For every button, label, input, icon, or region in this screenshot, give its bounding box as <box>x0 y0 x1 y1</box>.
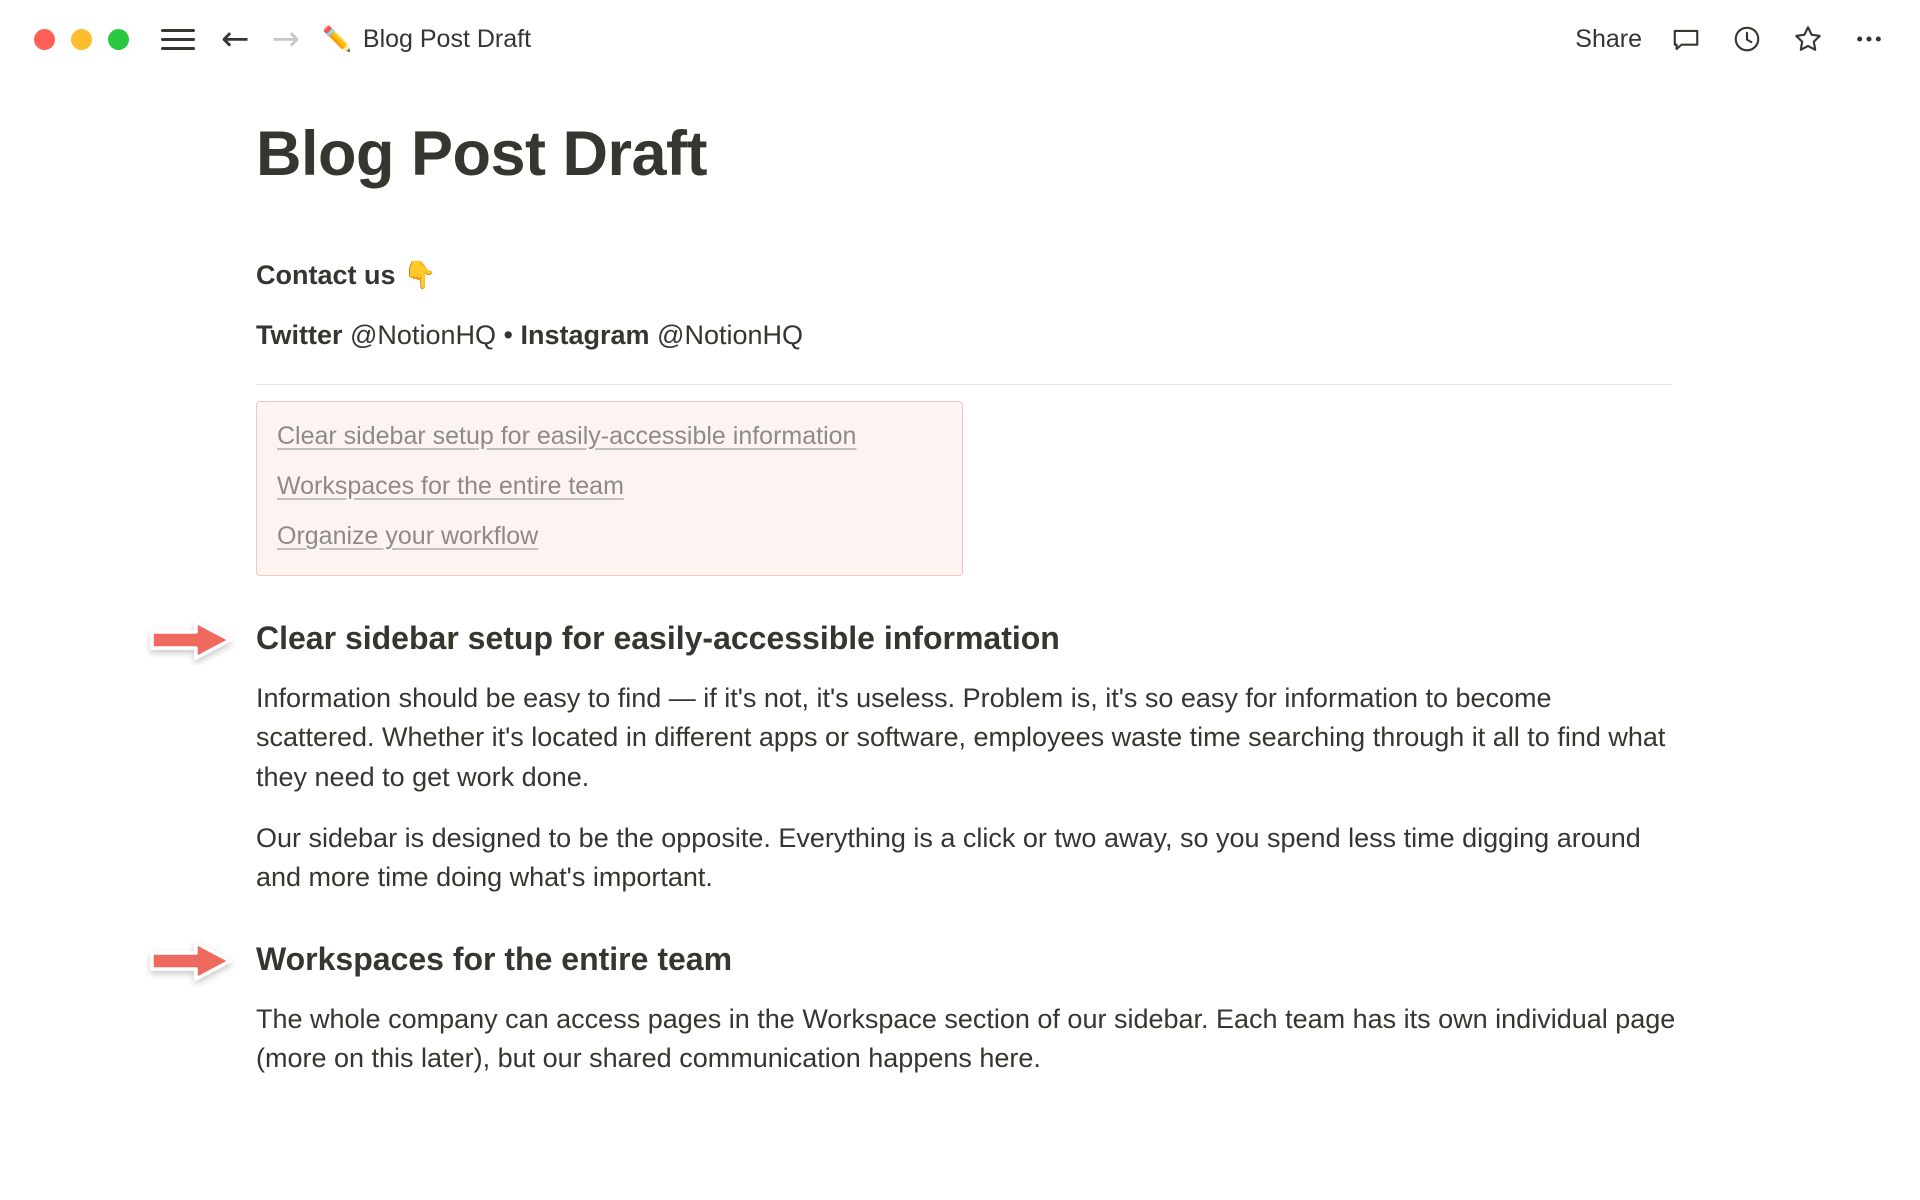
toc-link-3[interactable]: Organize your workflow <box>277 522 539 551</box>
breadcrumb-title[interactable]: Blog Post Draft <box>362 24 532 53</box>
section-paragraph: Information should be easy to find — if it's not, it's useless. Problem is, it's so easy for information to become scattered. Whether it's located in different apps or software, employees waste time searching through it all to find what they need to get work done. <box>256 683 1666 792</box>
section-paragraph: The whole company can access pages in the Workspace section of our sidebar. Each team has its own individual page (more on this later), but our shared communication happens here. <box>256 1004 1676 1074</box>
zoom-window-button[interactable] <box>108 29 129 50</box>
toc-link-1[interactable]: Clear sidebar setup for easily-accessible information <box>277 422 857 451</box>
contact-label: Contact us <box>256 260 396 291</box>
star-icon[interactable] <box>1791 22 1825 56</box>
forward-button[interactable]: → <box>271 19 300 59</box>
sidebar-toggle-icon[interactable] <box>161 26 195 52</box>
arrow-right-icon <box>146 935 238 987</box>
arrow-right-icon <box>146 614 238 666</box>
titlebar-actions <box>1575 0 1886 78</box>
document-content <box>256 120 1676 1078</box>
window-controls <box>34 29 129 50</box>
window-titlebar <box>0 0 1920 78</box>
close-window-button[interactable] <box>34 29 55 50</box>
instagram-handle[interactable]: @NotionHQ <box>657 320 803 351</box>
instagram-label: Instagram <box>520 320 650 351</box>
toc-link-2[interactable]: Workspaces for the entire team <box>277 472 624 501</box>
pencil-icon: ✏️ <box>322 25 352 53</box>
section-heading[interactable]: Clear sidebar setup for easily-accessible information <box>256 620 1060 657</box>
back-button[interactable]: ← <box>221 19 250 59</box>
share-button[interactable]: Share <box>1575 24 1642 53</box>
clock-icon[interactable] <box>1730 22 1764 56</box>
social-links-line <box>256 320 1676 351</box>
document-page <box>0 120 1920 1078</box>
twitter-label: Twitter <box>256 320 343 351</box>
twitter-handle[interactable]: @NotionHQ <box>350 320 496 351</box>
contact-heading <box>256 259 1676 291</box>
page-title[interactable]: Blog Post Draft <box>256 119 708 189</box>
horizontal-divider <box>256 384 1672 385</box>
section-paragraph: Our sidebar is designed to be the opposite. Everything is a click or two away, so you spend less time digging around and more time doing what's important. <box>256 822 1641 892</box>
section-heading[interactable]: Workspaces for the entire team <box>256 941 733 977</box>
table-of-contents-callout <box>256 401 963 576</box>
ellipsis-icon[interactable] <box>1852 22 1886 56</box>
separator-dot: • <box>503 320 513 351</box>
minimize-window-button[interactable] <box>71 29 92 50</box>
pointing-down-icon: 👇 <box>403 260 437 291</box>
comment-icon[interactable] <box>1669 22 1703 56</box>
breadcrumb[interactable] <box>322 25 531 54</box>
section-clear-sidebar-setup <box>256 620 1676 897</box>
section-workspaces-for-team <box>256 941 1676 1078</box>
